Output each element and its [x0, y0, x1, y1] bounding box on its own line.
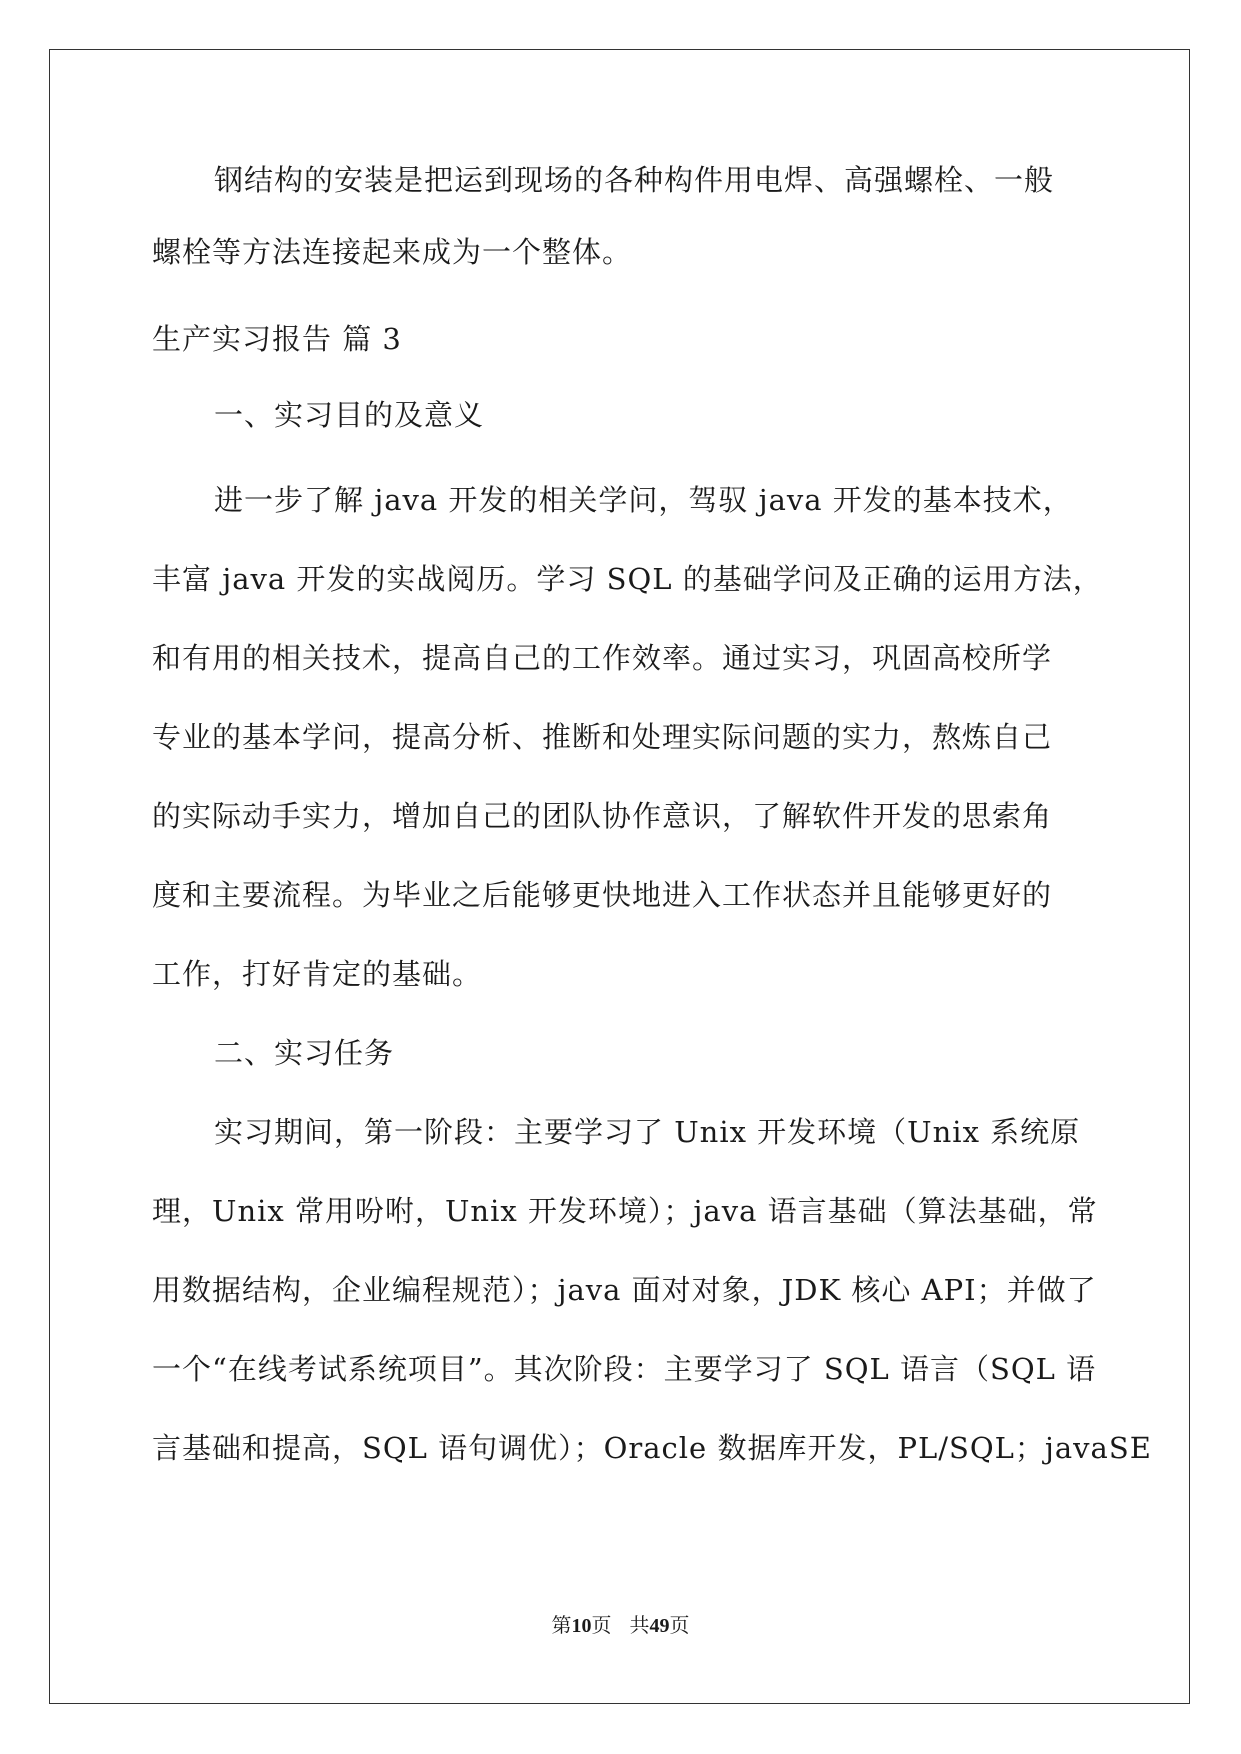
- text-line: 言基础和提高，SQL 语句调优）；Oracle 数据库开发，PL/SQL；javaSE: [152, 1431, 1152, 1465]
- page-footer: [0, 1612, 1241, 1639]
- text-line: 丰富 java 开发的实战阅历。学习 SQL 的基础学问及正确的运用方法，: [152, 562, 1103, 596]
- text-line: 的实际动手实力，增加自己的团队协作意识，了解软件开发的思索角: [152, 799, 1053, 833]
- subsection-heading: 二、实习任务: [214, 1036, 395, 1070]
- text-line: 进一步了解 java 开发的相关学问，驾驭 java 开发的基本技术，: [214, 483, 1073, 517]
- text-line: 和有用的相关技术，提高自己的工作效率。通过实习，巩固高校所学: [152, 641, 1053, 675]
- text-line: 度和主要流程。为毕业之后能够更快地进入工作状态并且能够更好的: [152, 878, 1053, 912]
- text-line: 用数据结构，企业编程规范）；java 面对对象，JDK 核心 API；并做了: [152, 1273, 1097, 1307]
- text-line: 螺栓等方法连接起来成为一个整体。: [152, 235, 633, 269]
- text-line: 专业的基本学问，提高分析、推断和处理实际问题的实力，熬炼自己: [152, 720, 1053, 754]
- page-prefix: 第: [551, 1613, 572, 1637]
- page-suffix: 页: [591, 1613, 612, 1637]
- section-heading: 生产实习报告 篇 3: [152, 322, 402, 356]
- text-line: 理，Unix 常用吩咐，Unix 开发环境）；java 语言基础（算法基础，常: [152, 1194, 1098, 1228]
- text-line: 工作，打好肯定的基础。: [152, 957, 483, 991]
- page-number: 10: [571, 1615, 592, 1637]
- total-pages: 49: [649, 1615, 670, 1637]
- text-line: 实习期间，第一阶段：主要学习了 Unix 开发环境（Unix 系统原: [214, 1115, 1081, 1149]
- text-line: 一个“在线考试系统项目”。其次阶段：主要学习了 SQL 语言（SQL 语: [152, 1352, 1097, 1386]
- total-prefix: 共: [629, 1613, 650, 1637]
- text-line: 钢结构的安装是把运到现场的各种构件用电焊、高强螺栓、一般: [214, 163, 1055, 197]
- subsection-heading: 一、实习目的及意义: [214, 398, 485, 432]
- total-suffix: 页: [669, 1613, 690, 1637]
